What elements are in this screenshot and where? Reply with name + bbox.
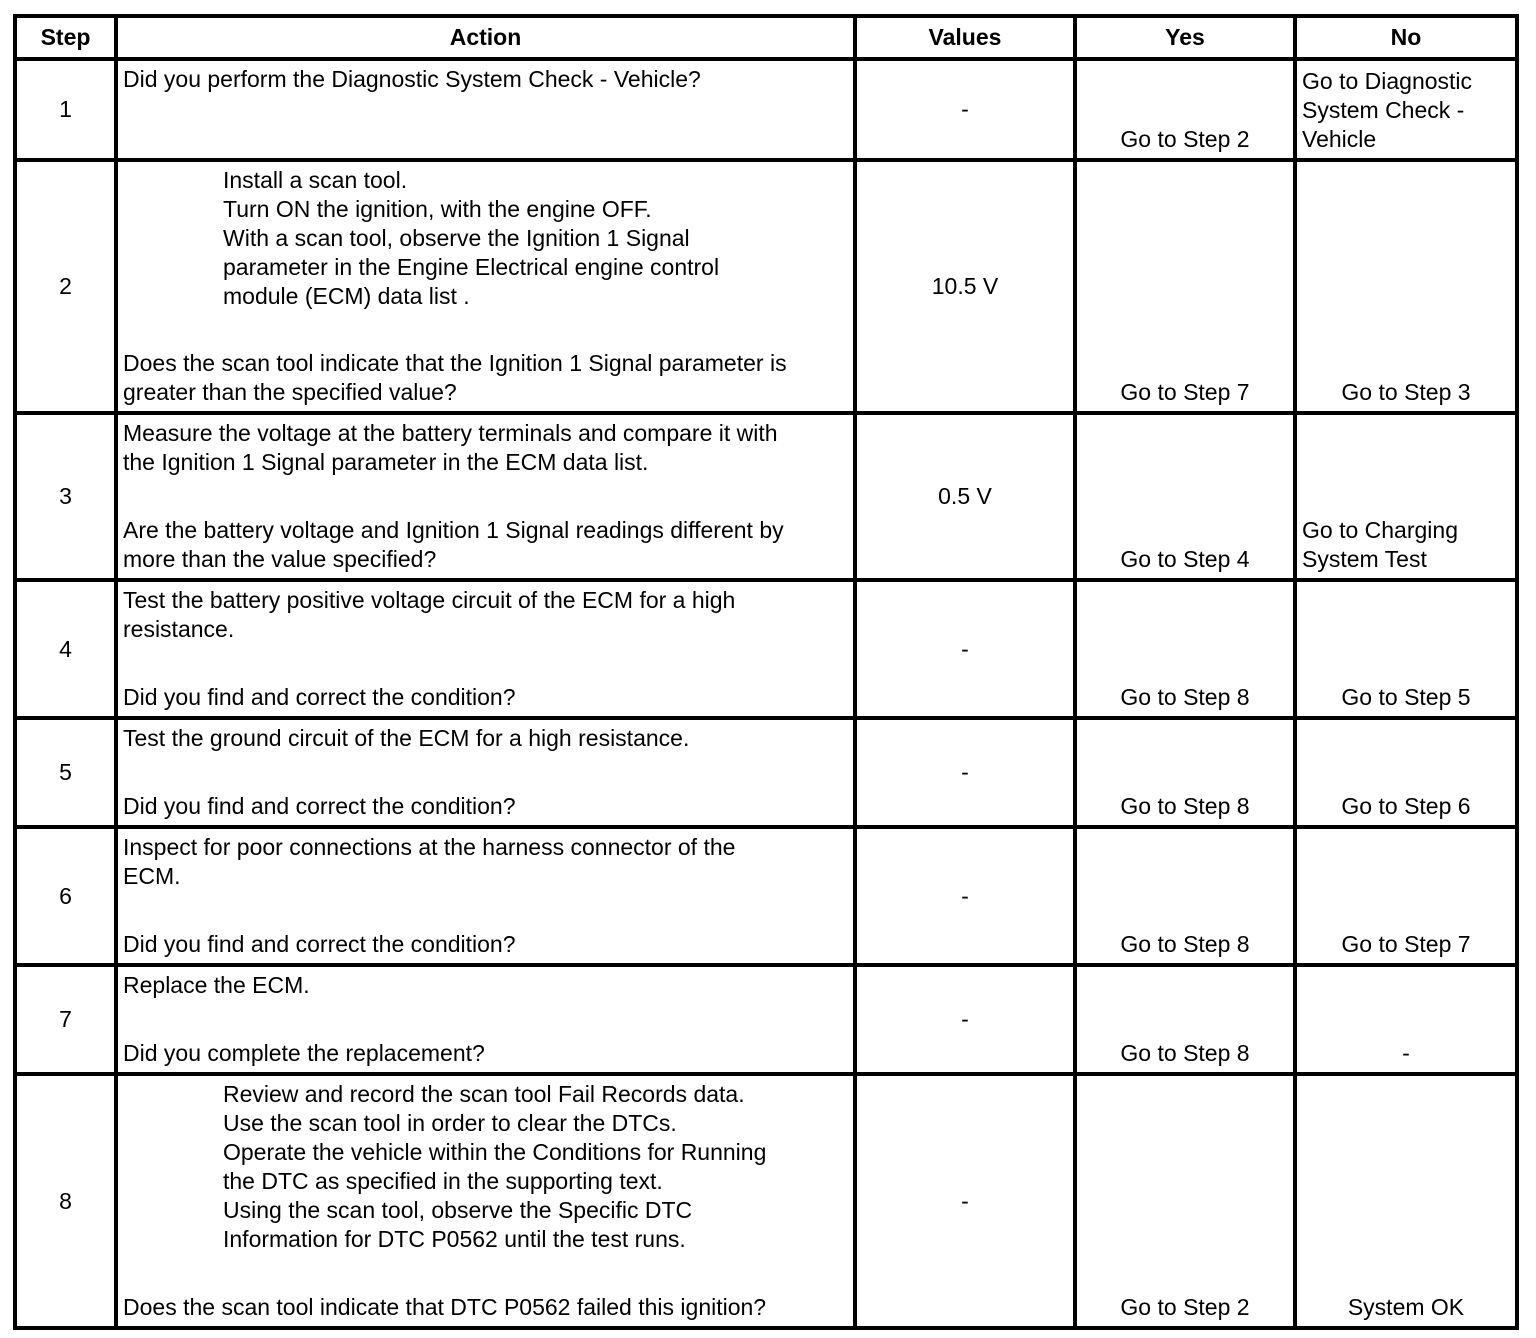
action-step-item: Install a scan tool. — [223, 167, 408, 193]
action-step-item: Using the scan tool, observe the Specific DTC Information for DTC P0562 until the test runs. — [223, 1197, 693, 1252]
yes-target: Go to Step 8 — [1120, 931, 1250, 957]
action-question: Did you find and correct the condition? — [123, 793, 516, 819]
header-yes: Yes — [1075, 16, 1295, 59]
action-cell — [116, 827, 855, 965]
yes-cell — [1075, 827, 1295, 965]
yes-target: Go to Step 2 — [1120, 126, 1250, 152]
no-target: System OK — [1347, 1294, 1465, 1320]
table-body — [15, 59, 1517, 1328]
yes-target: Go to Step 4 — [1120, 546, 1250, 572]
step-number: 5 — [15, 718, 116, 827]
step-number: 4 — [15, 580, 116, 718]
action-step-item: Operate the vehicle within the Conditions for Running the DTC as specified in the supporting text. — [223, 1139, 767, 1194]
action-step-item: With a scan tool, observe the Ignition 1 Signal parameter in the Engine Electrical engine control module (ECM) data list . — [223, 225, 720, 309]
action-cell — [116, 718, 855, 827]
no-target: Go to Charging System Test — [1302, 517, 1458, 572]
value-cell: 0.5 V — [855, 413, 1075, 580]
no-cell — [1295, 413, 1517, 580]
yes-target: Go to Step 8 — [1120, 1040, 1250, 1066]
value-cell: - — [855, 827, 1075, 965]
yes-target: Go to Step 8 — [1120, 684, 1250, 710]
action-text: Replace the ECM. — [123, 972, 310, 998]
action-cell — [116, 160, 855, 413]
no-target: Go to Step 3 — [1341, 379, 1471, 405]
action-cell — [116, 413, 855, 580]
table-row — [15, 160, 1517, 413]
header-values: Values — [855, 16, 1075, 59]
action-question: Are the battery voltage and Ignition 1 Signal readings different by more than the value specified? — [123, 517, 784, 572]
header-action: Action — [116, 16, 855, 59]
action-text: Did you perform the Diagnostic System Check - Vehicle? — [123, 66, 701, 92]
yes-cell — [1075, 580, 1295, 718]
no-target: Go to Step 5 — [1341, 684, 1471, 710]
yes-cell — [1075, 965, 1295, 1074]
table-row — [15, 580, 1517, 718]
action-step-item: Turn ON the ignition, with the engine OFF. — [223, 196, 652, 222]
step-number: 2 — [15, 160, 116, 413]
value-cell: 10.5 V — [855, 160, 1075, 413]
action-steps-list — [123, 166, 847, 311]
no-target: Go to Step 7 — [1341, 931, 1471, 957]
action-step-item: Review and record the scan tool Fail Records data. — [223, 1081, 745, 1107]
table-row — [15, 965, 1517, 1074]
step-number: 8 — [15, 1074, 116, 1328]
action-step-item: Use the scan tool in order to clear the DTCs. — [223, 1110, 677, 1136]
value-cell: - — [855, 580, 1075, 718]
value-cell: - — [855, 965, 1075, 1074]
action-steps-list — [123, 1080, 847, 1254]
header-no: No — [1295, 16, 1517, 59]
table-row — [15, 413, 1517, 580]
step-number: 3 — [15, 413, 116, 580]
value-cell: - — [855, 1074, 1075, 1328]
step-number: 7 — [15, 965, 116, 1074]
header-row — [15, 16, 1517, 59]
no-cell — [1295, 580, 1517, 718]
yes-cell — [1075, 59, 1295, 160]
table-row — [15, 59, 1517, 160]
no-cell — [1295, 827, 1517, 965]
no-target: Go to Step 6 — [1341, 793, 1471, 819]
yes-cell — [1075, 160, 1295, 413]
action-text: Test the battery positive voltage circuit of the ECM for a high resistance. — [123, 587, 736, 642]
diagnostic-table — [13, 14, 1519, 1330]
yes-cell — [1075, 718, 1295, 827]
no-cell — [1295, 160, 1517, 413]
step-number: 6 — [15, 827, 116, 965]
no-cell — [1295, 59, 1517, 160]
action-cell — [116, 580, 855, 718]
action-question: Does the scan tool indicate that DTC P0562 failed this ignition? — [123, 1294, 767, 1320]
action-question: Does the scan tool indicate that the Ignition 1 Signal parameter is greater than the specified value? — [123, 350, 787, 405]
action-question: Did you complete the replacement? — [123, 1040, 485, 1066]
action-question: Did you find and correct the condition? — [123, 931, 516, 957]
yes-cell — [1075, 1074, 1295, 1328]
yes-target: Go to Step 7 — [1120, 379, 1250, 405]
no-target: - — [1402, 1040, 1410, 1066]
value-cell: - — [855, 59, 1075, 160]
yes-target: Go to Step 2 — [1120, 1294, 1250, 1320]
step-number: 1 — [15, 59, 116, 160]
yes-target: Go to Step 8 — [1120, 793, 1250, 819]
header-step: Step — [15, 16, 116, 59]
action-text: Measure the voltage at the battery terminals and compare it with the Ignition 1 Signal parameter in the ECM data list. — [123, 420, 778, 475]
value-cell: - — [855, 718, 1075, 827]
no-cell — [1295, 718, 1517, 827]
action-cell — [116, 59, 855, 160]
action-text: Inspect for poor connections at the harness connector of the ECM. — [123, 834, 736, 889]
table-row — [15, 718, 1517, 827]
action-question: Did you find and correct the condition? — [123, 684, 516, 710]
yes-cell — [1075, 413, 1295, 580]
action-cell — [116, 965, 855, 1074]
no-cell — [1295, 965, 1517, 1074]
action-cell — [116, 1074, 855, 1328]
action-text: Test the ground circuit of the ECM for a high resistance. — [123, 725, 690, 751]
no-cell — [1295, 1074, 1517, 1328]
table-row — [15, 1074, 1517, 1328]
no-target: Go to Diagnostic System Check - Vehicle — [1302, 68, 1473, 152]
table-row — [15, 827, 1517, 965]
